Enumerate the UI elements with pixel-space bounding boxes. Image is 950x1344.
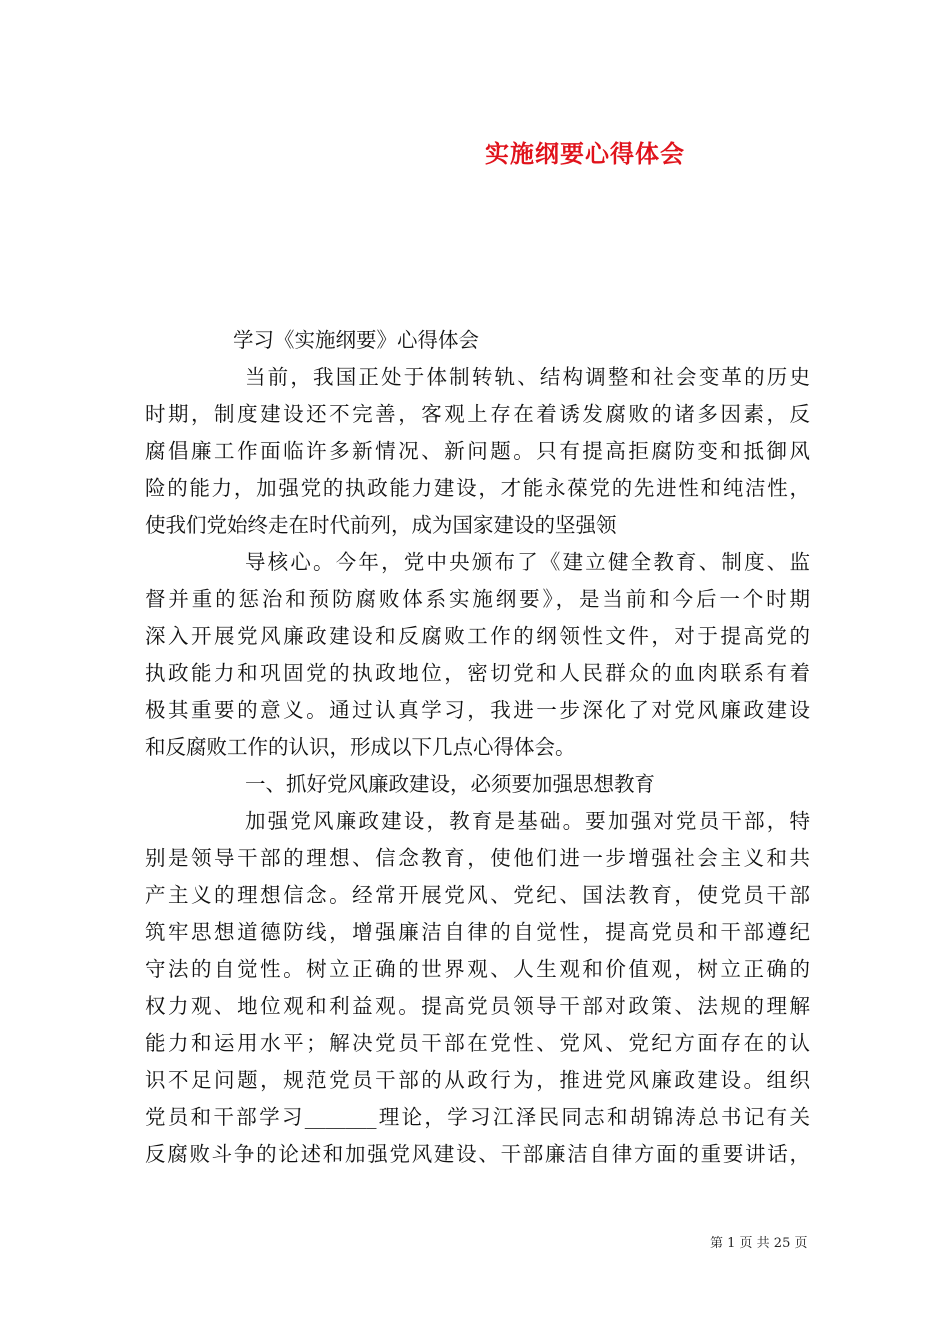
- document-body: [145, 322, 810, 1173]
- text-line: 导核心。今年，党中央颁布了《建立健全教育、制度、监: [245, 550, 810, 574]
- text-line: 当前，我国正处于体制转轨、结构调整和社会变革的历史: [245, 365, 810, 389]
- text-line: 别是领导干部的理想、信念教育，使他们进一步增强社会主义和共: [145, 846, 810, 870]
- text-line: 能力和运用水平；解决党员干部在党性、党风、党纪方面存在的认: [145, 1031, 810, 1055]
- text-line: 腐倡廉工作面临许多新情况、新问题。只有提高拒腐防变和抵御风: [145, 439, 810, 463]
- document-title: 实施纲要心得体会: [485, 139, 685, 168]
- text-line: 产主义的理想信念。经常开展党风、党纪、国法教育，使党员干部: [145, 883, 810, 907]
- text-line: 学习《实施纲要》心得体会: [233, 328, 479, 352]
- text-line: 权力观、地位观和利益观。提高党员领导干部对政策、法规的理解: [145, 994, 810, 1018]
- text-line: 极其重要的意义。通过认真学习，我进一步深化了对党风廉政建设: [145, 698, 810, 722]
- text-line: 时期，制度建设还不完善，客观上存在着诱发腐败的诸多因素，反: [145, 402, 810, 426]
- text-line: 督并重的惩治和预防腐败体系实施纲要》，是当前和今后一个时期: [145, 587, 810, 611]
- section-heading: 一、抓好党风廉政建设，必须要加强思想教育: [245, 772, 655, 796]
- text-line: 险的能力，加强党的执政能力建设，才能永葆党的先进性和纯洁性，: [145, 476, 810, 500]
- text-line: 党员和干部学习_______理论，学习江泽民同志和胡锦涛总书记有关: [145, 1105, 810, 1129]
- text-line: 守法的自觉性。树立正确的世界观、人生观和价值观，树立正确的: [145, 957, 810, 981]
- text-line: 识不足问题，规范党员干部的从政行为，推进党风廉政建设。组织: [145, 1068, 810, 1092]
- text-line: 深入开展党风廉政建设和反腐败工作的纲领性文件，对于提高党的: [145, 624, 810, 648]
- text-line: 和反腐败工作的认识，形成以下几点心得体会。: [145, 735, 576, 759]
- text-line: 使我们党始终走在时代前列，成为国家建设的坚强领: [145, 513, 617, 537]
- text-line: 执政能力和巩固党的执政地位，密切党和人民群众的血肉联系有着: [145, 661, 810, 685]
- text-line: 反腐败斗争的论述和加强党风建设、干部廉洁自律方面的重要讲话，: [145, 1142, 810, 1166]
- text-line: 加强党风廉政建设，教育是基础。要加强对党员干部，特: [245, 809, 810, 833]
- page-footer: 第 1 页 共 25 页: [710, 1236, 808, 1251]
- text-line: 筑牢思想道德防线，增强廉洁自律的自觉性，提高党员和干部遵纪: [145, 920, 810, 944]
